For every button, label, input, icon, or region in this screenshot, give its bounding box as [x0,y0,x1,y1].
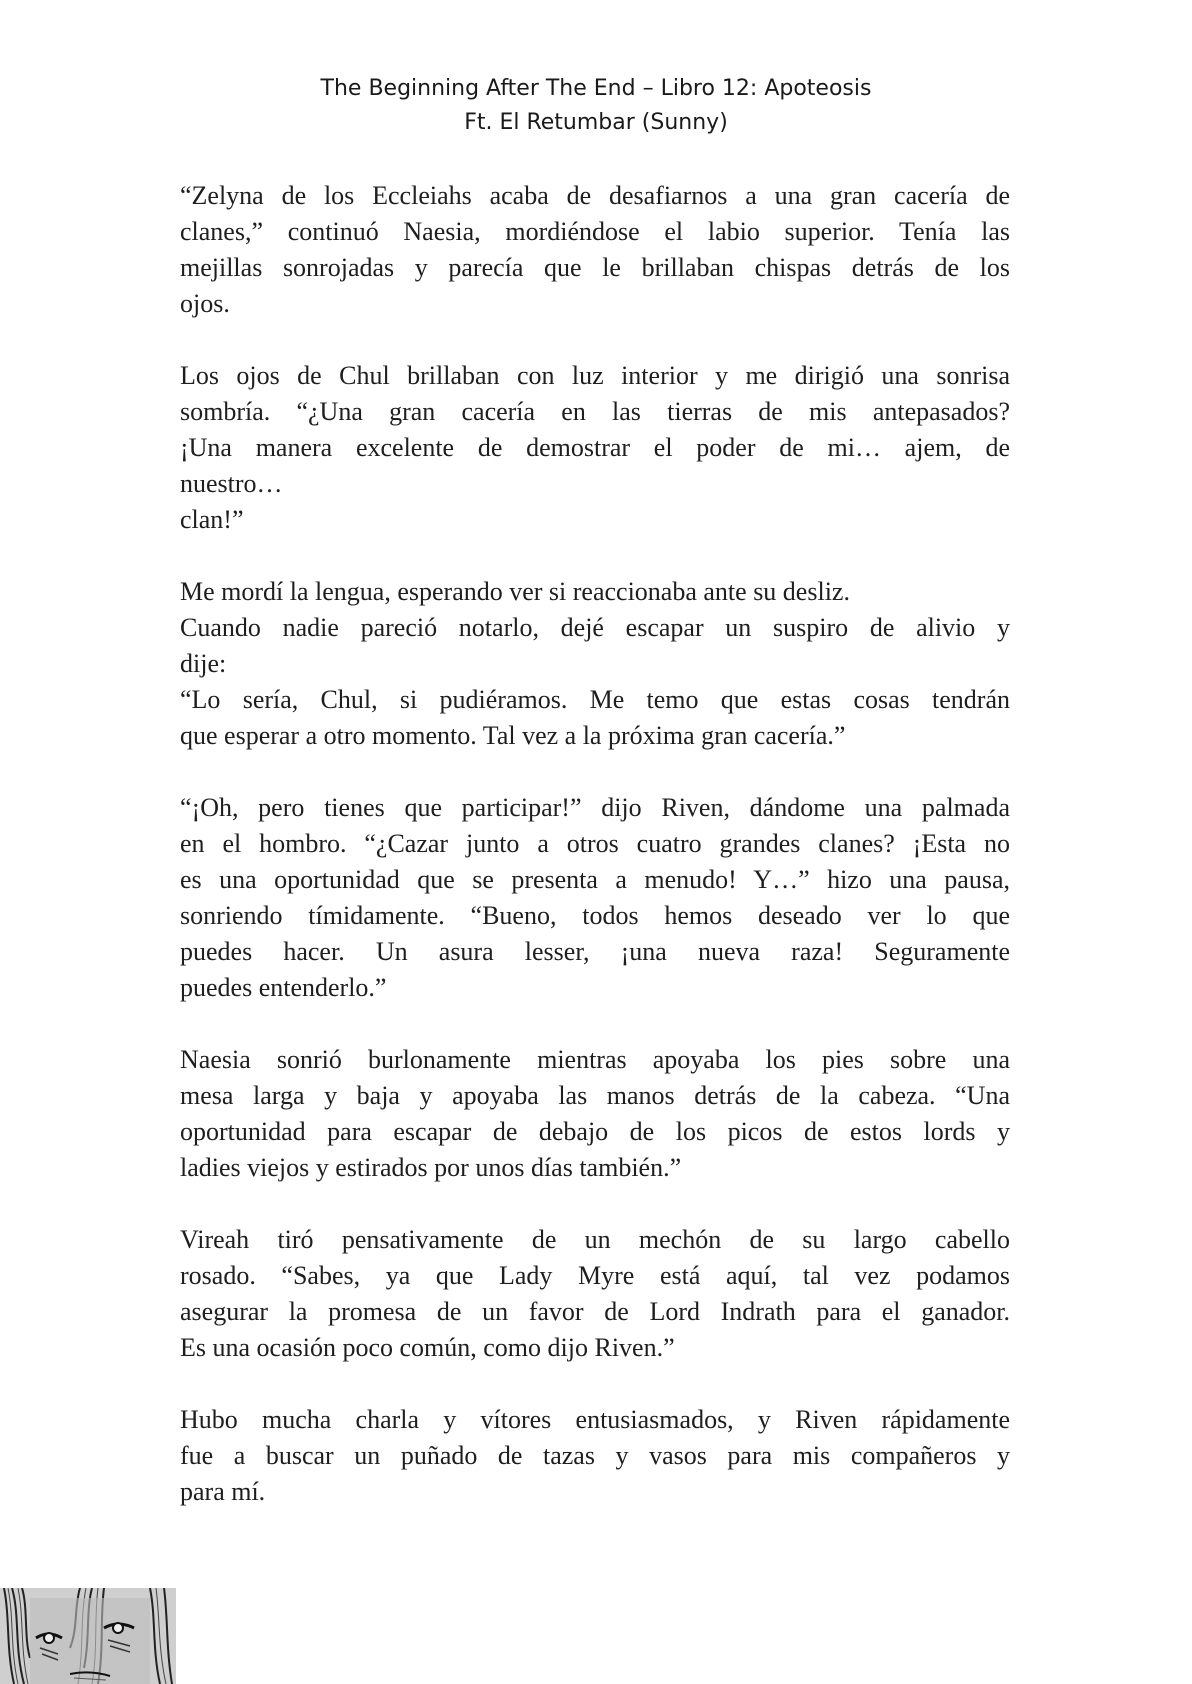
text-line: es una oportunidad que se presenta a menudo! Y…” hizo una pausa, [180,865,1010,894]
text-line: Es una ocasión poco común, como dijo Riven.” [180,1333,675,1362]
text-line: ojos. [180,289,230,318]
text-line: ¡Una manera excelente de demostrar el poder de mi… ajem, de [180,433,1010,462]
text-line: Vireah tiró pensativamente de un mechón de su largo cabello [180,1225,1010,1254]
paragraph-4 [180,790,1010,1006]
text-line: “Lo sería, Chul, si pudiéramos. Me temo que estas cosas tendrán [180,685,1010,714]
body-text [180,178,1010,1546]
header-subtitle: Ft. El Retumbar (Sunny) [464,110,728,135]
text-line: Me mordí la lengua, esperando ver si reaccionaba ante su desliz. [180,577,850,606]
paragraph-6 [180,1222,1010,1366]
text-line: Hubo mucha charla y vítores entusiasmados, y Riven rápidamente [180,1405,1010,1434]
text-line: mesa larga y baja y apoyaba las manos detrás de la cabeza. “Una [180,1081,1010,1110]
portrait-illustration [0,1588,176,1684]
page-header [0,72,1192,140]
text-line: sonriendo tímidamente. “Bueno, todos hemos deseado ver lo que [180,901,1010,930]
text-line: clan!” [180,505,244,534]
text-line: “Zelyna de los Eccleiahs acaba de desafiarnos a una gran cacería de [180,181,1010,210]
text-line: puedes entenderlo.” [180,973,387,1002]
paragraph-7 [180,1402,1010,1510]
paragraph-3 [180,574,1010,754]
text-line: que esperar a otro momento. Tal vez a la próxima gran cacería.” [180,721,846,750]
text-line: puedes hacer. Un asura lesser, ¡una nueva raza! Seguramente [180,937,1010,966]
text-line: rosado. “Sabes, ya que Lady Myre está aquí, tal vez podamos [180,1261,1010,1290]
text-line: clanes,” continuó Naesia, mordiéndose el labio superior. Tenía las [180,217,1010,246]
text-line: asegurar la promesa de un favor de Lord Indrath para el ganador. [180,1297,1010,1326]
text-line: para mí. [180,1477,266,1506]
text-line: en el hombro. “¿Cazar junto a otros cuatro grandes clanes? ¡Esta no [180,829,1010,858]
paragraph-1 [180,178,1010,322]
manga-portrait-image [0,1588,176,1684]
text-line: Naesia sonrió burlonamente mientras apoyaba los pies sobre una [180,1045,1010,1074]
paragraph-2 [180,358,1010,538]
text-line: Cuando nadie pareció notarlo, dejé escapar un suspiro de alivio y [180,613,1010,642]
text-line: ladies viejos y estirados por unos días también.” [180,1153,682,1182]
text-line: “¡Oh, pero tienes que participar!” dijo Riven, dándome una palmada [180,793,1010,822]
text-line: dije: [180,649,227,678]
header-title: The Beginning After The End – Libro 12: Apoteosis [320,76,872,101]
text-line: nuestro… [180,469,283,498]
text-line: fue a buscar un puñado de tazas y vasos para mis compañeros y [180,1441,1010,1470]
text-line: sombría. “¿Una gran cacería en las tierras de mis antepasados? [180,397,1010,426]
text-line: mejillas sonrojadas y parecía que le brillaban chispas detrás de los [180,253,1010,282]
paragraph-5 [180,1042,1010,1186]
text-line: oportunidad para escapar de debajo de los picos de estos lords y [180,1117,1010,1146]
text-line: Los ojos de Chul brillaban con luz interior y me dirigió una sonrisa [180,361,1010,390]
